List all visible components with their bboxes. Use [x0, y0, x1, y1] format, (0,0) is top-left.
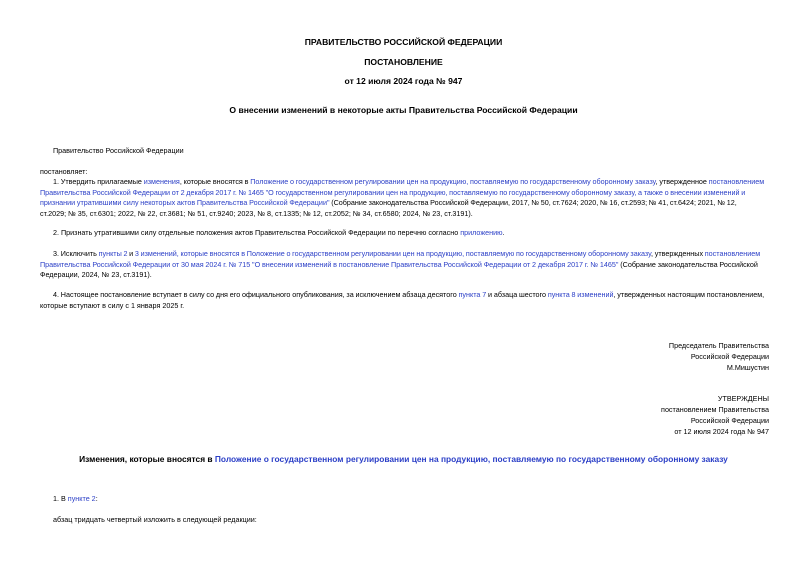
- signature-block: [529, 340, 769, 373]
- p3-text-5: Федерации, 2024, № 23, ст.3191).: [40, 270, 152, 279]
- p1-text-1: 1. Утвердить прилагаемые: [53, 177, 144, 186]
- paragraph-4: [40, 290, 769, 311]
- p1-link-changes[interactable]: изменения: [143, 177, 180, 186]
- p3-text-1: 3. Исключить: [53, 249, 99, 258]
- approval-title: УТВЕРЖДЕНЫ: [717, 394, 769, 403]
- p3-link-item-3[interactable]: 3 изменений, которые вносятся в Положение о государственном регулировании цен на продукцию, поставляемую по государственному оборонному заказу: [134, 249, 652, 258]
- p4-text-1: 4. Настоящее постановление вступает в силу со дня его официального опубликования, за исключением абзаца десятого: [53, 290, 459, 299]
- date-number-heading: от 12 июля 2024 года № 947: [344, 76, 463, 86]
- approval-line-4: от 12 июля 2024 года № 947: [674, 427, 769, 436]
- signature-name: М.Мишустин: [726, 363, 769, 372]
- p1-link-decree[interactable]: постановлением: [708, 177, 765, 186]
- p4-text-2: и абзаца шестого: [486, 290, 548, 299]
- item-1-text-2: :: [95, 494, 98, 503]
- paragraph-1: [40, 177, 769, 219]
- p3-text-2: и: [127, 249, 135, 258]
- p4-link-item-8[interactable]: пункта 8 изменений: [547, 290, 614, 299]
- p2-text-1: 2. Признать утратившими силу отдельные положения актов Правительства Российской Федерации по перечню согласно: [53, 228, 461, 237]
- p1-link-decree-cont[interactable]: Правительства Российской Федерации от 2 декабря 2017 г. № 1465 "О государственном регулировании цен на продукцию, поставляемую по государственному оборонному заказу, а также о внесении изменений и: [40, 187, 746, 197]
- changes-title-link[interactable]: Положение о государственном регулировании цен на продукцию, поставляемую по государственному оборонному заказу: [214, 454, 728, 464]
- approval-block: [529, 393, 769, 437]
- p1-text-3: , утвержденное: [655, 177, 709, 186]
- p1-link-regulation[interactable]: Положение о государственном регулировании цен на продукцию, поставляемую по государственному оборонному заказу: [250, 177, 656, 186]
- org-heading: ПРАВИТЕЛЬСТВО РОССИЙСКОЙ ФЕДЕРАЦИИ: [304, 37, 503, 47]
- p3-text-3: , утвержденных: [651, 249, 705, 258]
- doc-type-heading: ПОСТАНОВЛЕНИЕ: [364, 57, 443, 67]
- p4-link-item-7[interactable]: пункта 7: [458, 290, 487, 299]
- changes-title: [0, 454, 807, 464]
- p3-link-item-2[interactable]: пункты 2: [98, 249, 128, 258]
- approval-line-3: Российской Федерации: [690, 416, 769, 425]
- signature-position: Председатель Правительства: [668, 341, 769, 350]
- p4-text-4: которые вступают в силу с 1 января 2025 г.: [40, 300, 185, 310]
- changes-title-text: Изменения, которые вносятся в: [79, 454, 215, 464]
- p1-link-decree-end[interactable]: признании утратившими силу некоторых актов Правительства Российской Федерации": [40, 198, 330, 207]
- p4-text-3: , утвержденных настоящим постановлением,: [613, 290, 765, 299]
- item-1-instruction: абзац тридцать четвертый изложить в следующей редакции:: [53, 515, 257, 524]
- p3-text-4: (Собрание законодательства Российской: [618, 259, 758, 269]
- p2-text-2: .: [502, 228, 505, 237]
- p2-link-appendix[interactable]: приложению: [460, 228, 503, 237]
- p1-text-4: (Собрание законодательства Российской Федерации, 2017, № 50, ст.7624; 2020, № 16, ст.2593; № 41, ст.6424; 2021, № 12,: [329, 198, 737, 207]
- document-title: О внесении изменений в некоторые акты Правительства Российской Федерации: [229, 105, 578, 115]
- intro-line: Правительство Российской Федерации: [53, 146, 184, 155]
- p3-link-decree-cont[interactable]: Правительства Российской Федерации от 30 мая 2024 г. № 715 "О внесении изменений в постановление Правительства Российской Федерации от 2 декабря 2017 г. № 1465": [40, 259, 619, 269]
- approval-line-2: постановлением Правительства: [661, 405, 769, 414]
- item-1: [53, 494, 782, 505]
- p3-link-decree[interactable]: постановлением: [704, 249, 761, 258]
- p1-text-2: , которые вносятся в: [179, 177, 251, 186]
- item-1-text-1: 1. В: [53, 494, 68, 503]
- signature-org: Российской Федерации: [690, 352, 769, 361]
- paragraph-3: [40, 249, 769, 281]
- decree-line: постановляет:: [40, 167, 88, 176]
- item-1-link-point-2[interactable]: пункте 2: [67, 494, 96, 503]
- paragraph-2: [40, 228, 769, 239]
- p1-text-5: ст.2029; № 35, ст.6301; 2022, № 22, ст.3681; № 51, ст.9240; 2023, № 8, ст.1335; № 12, ст.2052; № 34, ст.6580; 2024, № 23, ст.3191).: [40, 208, 473, 218]
